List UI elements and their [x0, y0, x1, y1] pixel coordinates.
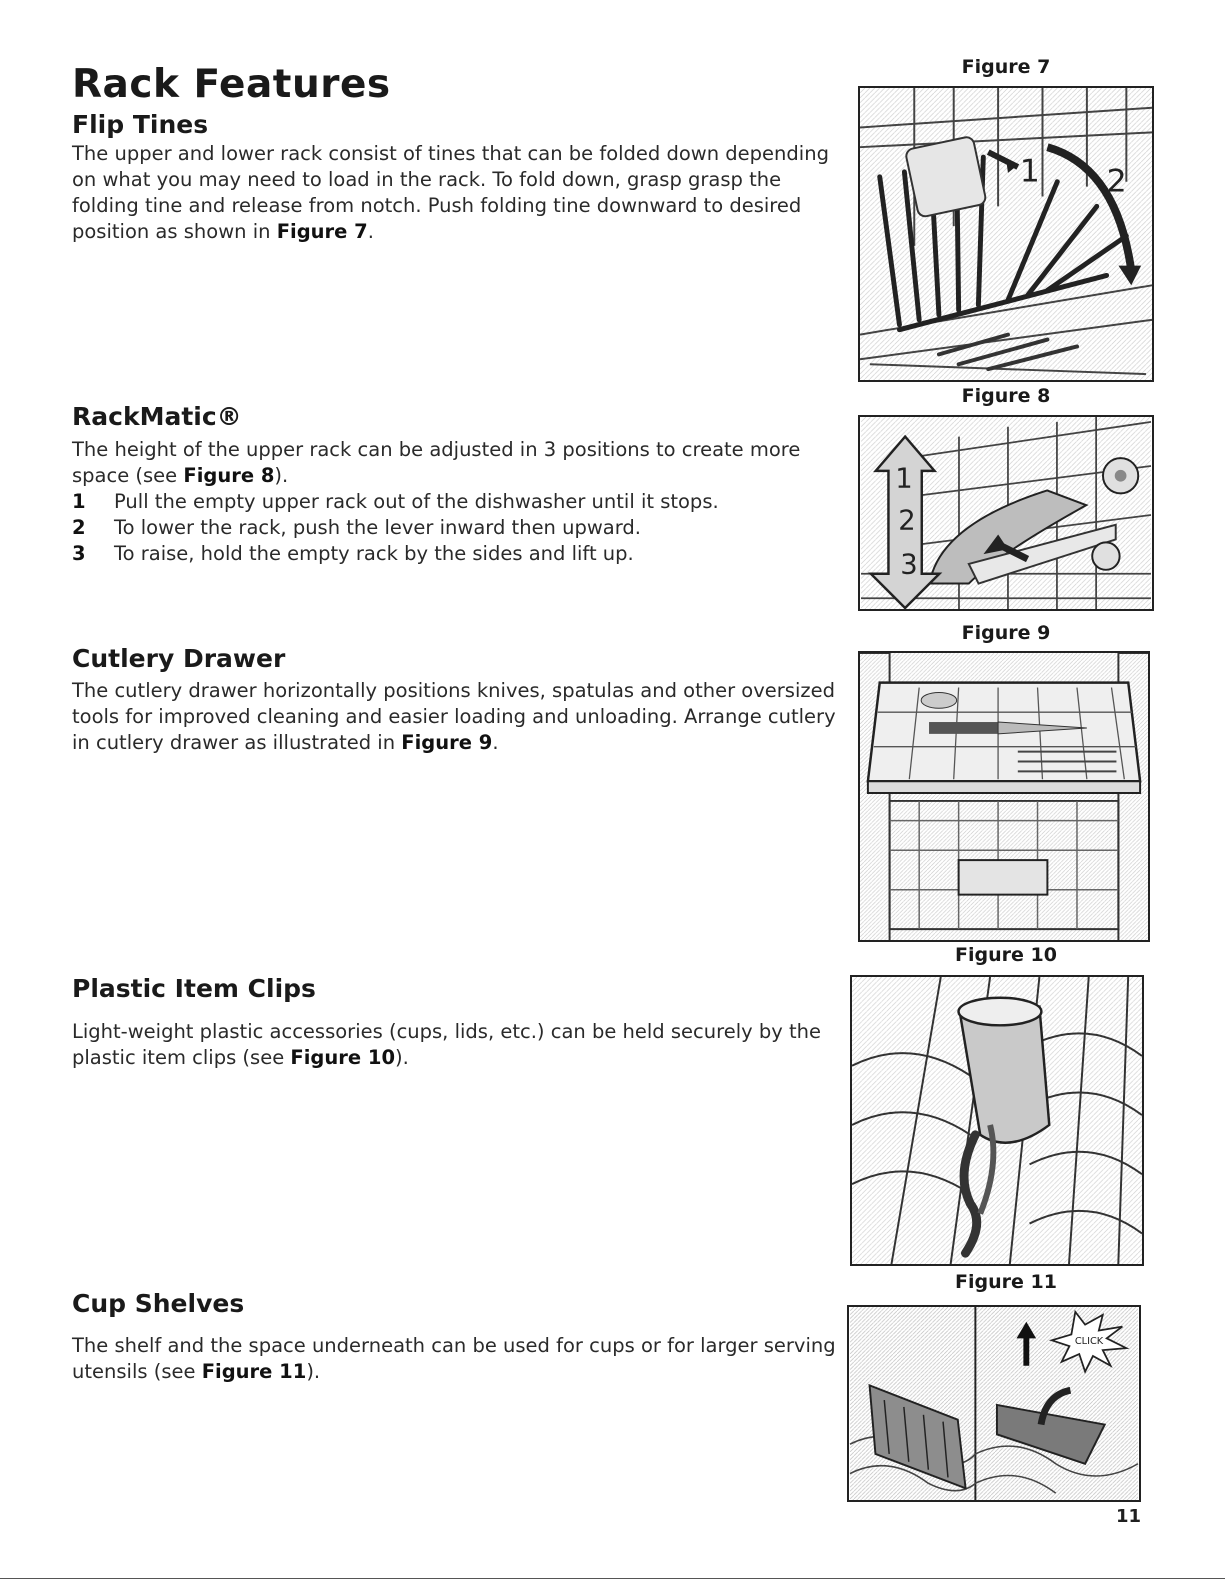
step-number: 3 [72, 542, 86, 565]
rackmatic-heading: RackMatic® [72, 402, 242, 431]
figure-10-reference: Figure 10 [290, 1046, 396, 1069]
rackmatic-end: ). [274, 464, 289, 487]
figure-11-click-label: CLICK [1074, 1336, 1104, 1348]
step-item [72, 515, 852, 541]
plastic-item-clips-body: Light-weight plastic accessories (cups, lids, etc.) can be held securely by the plastic item clips (see [72, 1020, 821, 1069]
cutlery-drawer-body: The cutlery drawer horizontally positions knives, spatulas and other oversized tools for improved cleaning and easier loading and unloading. Arrange cutlery in cutlery drawer as illustrated in [72, 679, 836, 754]
rackmatic-steps [72, 489, 852, 567]
rackmatic-drawing [860, 417, 1152, 609]
flip-tines-end: . [367, 220, 374, 243]
plastic-clips-drawing [852, 977, 1142, 1264]
step-number: 1 [72, 490, 86, 513]
flip-tines-text [72, 141, 852, 245]
figure-8-label-1: 1 [895, 463, 913, 495]
figure-8-caption: Figure 8 [961, 385, 1051, 407]
flip-tines-drawing [860, 88, 1152, 380]
cutlery-drawer-drawing [860, 653, 1148, 940]
figure-8-rackmatic-illustration [858, 415, 1154, 611]
page-title: Rack Features [72, 62, 391, 107]
step-item [72, 489, 852, 515]
figure-7-label-2: 2 [1106, 163, 1127, 200]
figure-8-label-3: 3 [900, 549, 918, 581]
figure-11-caption: Figure 11 [955, 1271, 1057, 1293]
cup-shelves-heading: Cup Shelves [72, 1289, 245, 1318]
rackmatic-body: The height of the upper rack can be adjusted in 3 positions to create more space (see [72, 438, 801, 487]
step-text: To raise, hold the empty rack by the sides and lift up. [114, 542, 634, 565]
figure-7-label-1: 1 [1019, 153, 1040, 190]
figure-8-reference: Figure 8 [183, 464, 275, 487]
cup-shelves-end: ). [306, 1360, 321, 1383]
figure-8-label-2: 2 [898, 505, 916, 537]
bottom-rule [0, 1578, 1225, 1579]
flip-tines-body: The upper and lower rack consist of tines that can be folded down depending on what you may need to load in the rack. To fold down, grasp grasp the folding tine and release from notch. Push folding tine downward to desired position as shown in [72, 142, 829, 243]
figure-7-reference: Figure 7 [276, 220, 368, 243]
page-number: 11 [1115, 1506, 1141, 1527]
rackmatic-text [72, 437, 852, 489]
cup-shelves-drawing [849, 1307, 1139, 1500]
cutlery-drawer-end: . [492, 731, 499, 754]
cup-shelves-text [72, 1333, 852, 1385]
cutlery-drawer-text [72, 678, 852, 756]
plastic-item-clips-heading: Plastic Item Clips [72, 974, 316, 1003]
plastic-item-clips-end: ). [395, 1046, 409, 1069]
figure-7-flip-tines-illustration [858, 86, 1154, 382]
figure-11-reference: Figure 11 [201, 1360, 307, 1383]
figure-11-cup-shelves-illustration [847, 1305, 1141, 1502]
figure-10-caption: Figure 10 [955, 944, 1057, 966]
cup-shelves-body: The shelf and the space underneath can be used for cups or for larger serving utensils (see [72, 1334, 836, 1383]
figure-9-cutlery-drawer-illustration [858, 651, 1150, 942]
step-number: 2 [72, 516, 86, 539]
figure-7-caption: Figure 7 [961, 56, 1051, 78]
figure-9-caption: Figure 9 [961, 622, 1051, 644]
figure-10-plastic-clips-illustration [850, 975, 1144, 1266]
step-text: Pull the empty upper rack out of the dishwasher until it stops. [114, 490, 719, 513]
flip-tines-heading: Flip Tines [72, 110, 209, 139]
figure-9-reference: Figure 9 [401, 731, 493, 754]
cutlery-drawer-heading: Cutlery Drawer [72, 644, 286, 673]
plastic-item-clips-text [72, 1019, 852, 1071]
step-text: To lower the rack, push the lever inward then upward. [114, 516, 642, 539]
step-item [72, 541, 852, 567]
